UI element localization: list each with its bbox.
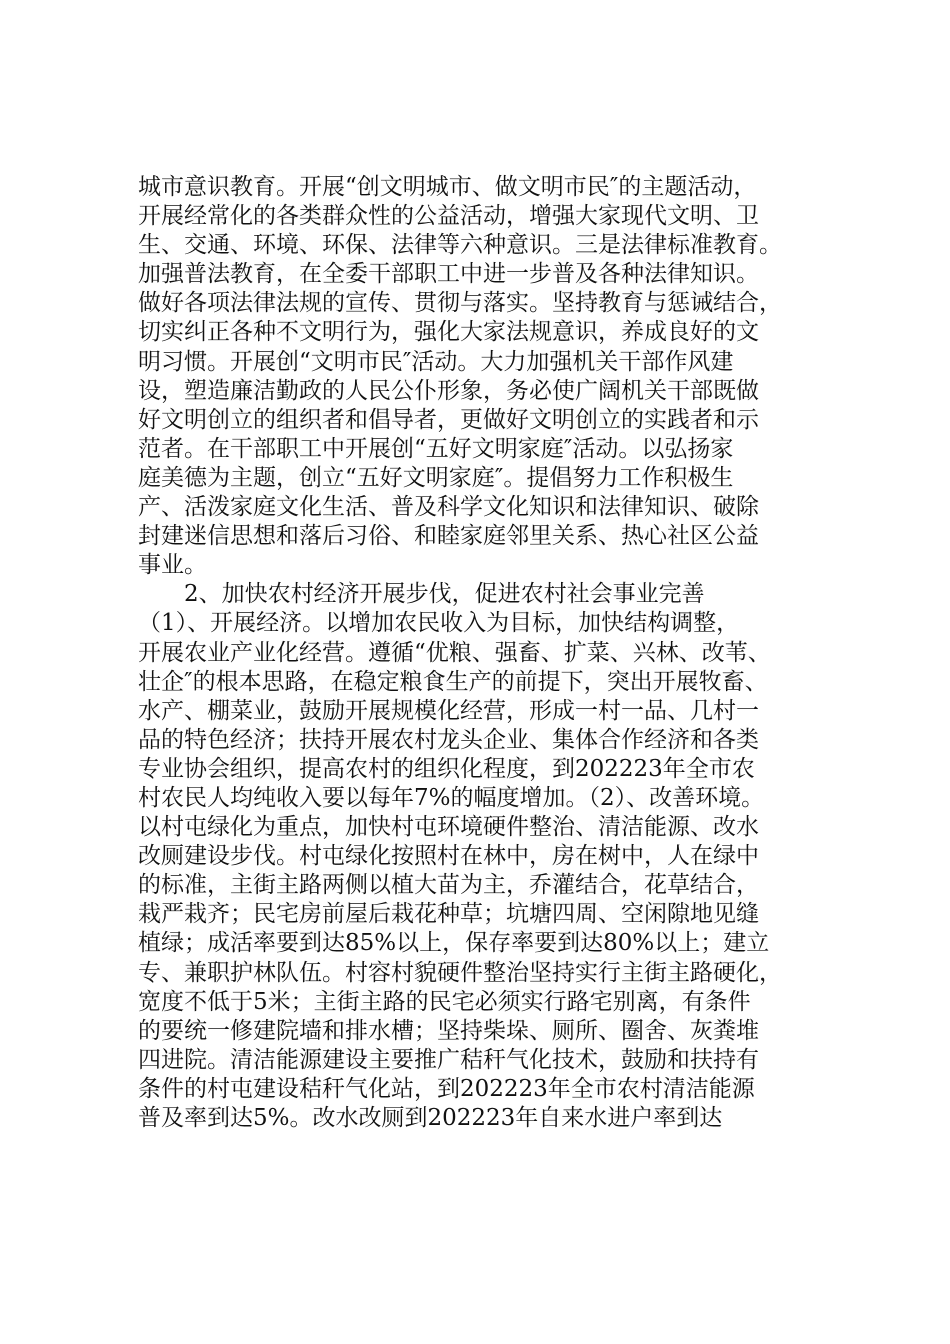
text-line: 专、兼职护林队伍。村容村貌硬件整治坚持实行主街主路硬化， — [138, 959, 782, 986]
section-heading: 2、加快农村经济开展步伐，促进农村社会事业完善 — [184, 581, 705, 608]
text-line: 品的特色经济；扶持开展农村龙头企业、集体合作经济和各类 — [138, 726, 759, 753]
text-line: 以村屯绿化为重点，加快村屯环境硬件整治、清洁能源、改水 — [138, 814, 759, 841]
text-line: 加强普法教育，在全委干部职工中进一步普及各种法律知识。 — [138, 261, 759, 288]
text-line: 水产、棚菜业，鼓励开展规模化经营，形成一村一品、几村一 — [138, 697, 759, 724]
text-line: 生、交通、环境、环保、法律等六种意识。三是法律标准教育。 — [138, 232, 782, 259]
text-line: 栽严栽齐；民宅房前屋后栽花种草；坑塘四周、空闲隙地见缝 — [138, 901, 759, 928]
text-line: 城市意识教育。开展“创文明城市、做文明市民″的主题活动， — [138, 174, 757, 200]
text-line: 改厕建设步伐。村屯绿化按照村在林中，房在树中，人在绿中 — [138, 843, 759, 870]
text-line: 做好各项法律法规的宣传、贯彻与落实。坚持教育与惩诫结合， — [138, 290, 782, 317]
text-line: 开展经常化的各类群众性的公益活动，增强大家现代文明、卫 — [138, 203, 759, 230]
text-line: 村农民人均纯收入要以每年7%的幅度增加。（2）、改善环境。 — [138, 784, 765, 811]
text-line: 条件的村屯建设秸秆气化站，到202223年全市农村清洁能源 — [138, 1075, 755, 1102]
text-line: 明习惯。开展创“文明市民″活动。大力加强机关干部作风建 — [138, 348, 734, 375]
text-line: 四进院。清洁能源建设主要推广秸秆气化技术，鼓励和扶持有 — [138, 1046, 759, 1073]
text-line: 产、活泼家庭文化生活、普及科学文化知识和法律知识、破除 — [138, 494, 759, 521]
text-line: 切实纠正各种不文明行为，强化大家法规意识，养成良好的文 — [138, 319, 759, 346]
text-line: 植绿；成活率要到达85%以上，保存率要到达80%以上；建立 — [138, 930, 770, 957]
text-line: 开展农业产业化经营。遵循“优粮、强畜、扩菜、兴林、改苇、 — [138, 639, 771, 666]
text-line: 的标准，主街主路两侧以植大苗为主，乔灌结合，花草结合， — [138, 872, 759, 899]
text-line: 宽度不低于5米；主街主路的民宅必须实行路宅别离，有条件 — [138, 988, 751, 1015]
text-line: 壮企″的根本思路，在稳定粮食生产的前提下，突出开展牧畜、 — [138, 668, 768, 695]
text-line: 庭美德为主题，创立“五好文明家庭″。提倡努力工作积极生 — [138, 464, 734, 491]
text-line: 好文明创立的组织者和倡导者，更做好文明创立的实践者和示 — [138, 406, 759, 433]
text-line: 专业协会组织，提高农村的组织化程度，到202223年全市农 — [138, 755, 755, 782]
text-line: 设，塑造廉洁勤政的人民公仆形象，务必使广阔机关干部既做 — [138, 377, 759, 404]
text-line: 范者。在干部职工中开展创“五好文明家庭″活动。以弘扬家 — [138, 435, 734, 462]
text-line: 事业。 — [138, 552, 207, 579]
text-line: （1）、开展经济。以增加农民收入为目标，加快结构调整， — [138, 610, 740, 637]
text-line: 封建迷信思想和落后习俗、和睦家庭邻里关系、热心社区公益 — [138, 523, 759, 550]
body-text — [138, 173, 838, 1133]
text-line: 普及率到达5%。改水改厕到202223年自来水进户率到达 — [138, 1105, 723, 1131]
text-line: 的要统一修建院墙和排水槽；坚持柴垛、厕所、圈舍、灰粪堆 — [138, 1017, 759, 1044]
